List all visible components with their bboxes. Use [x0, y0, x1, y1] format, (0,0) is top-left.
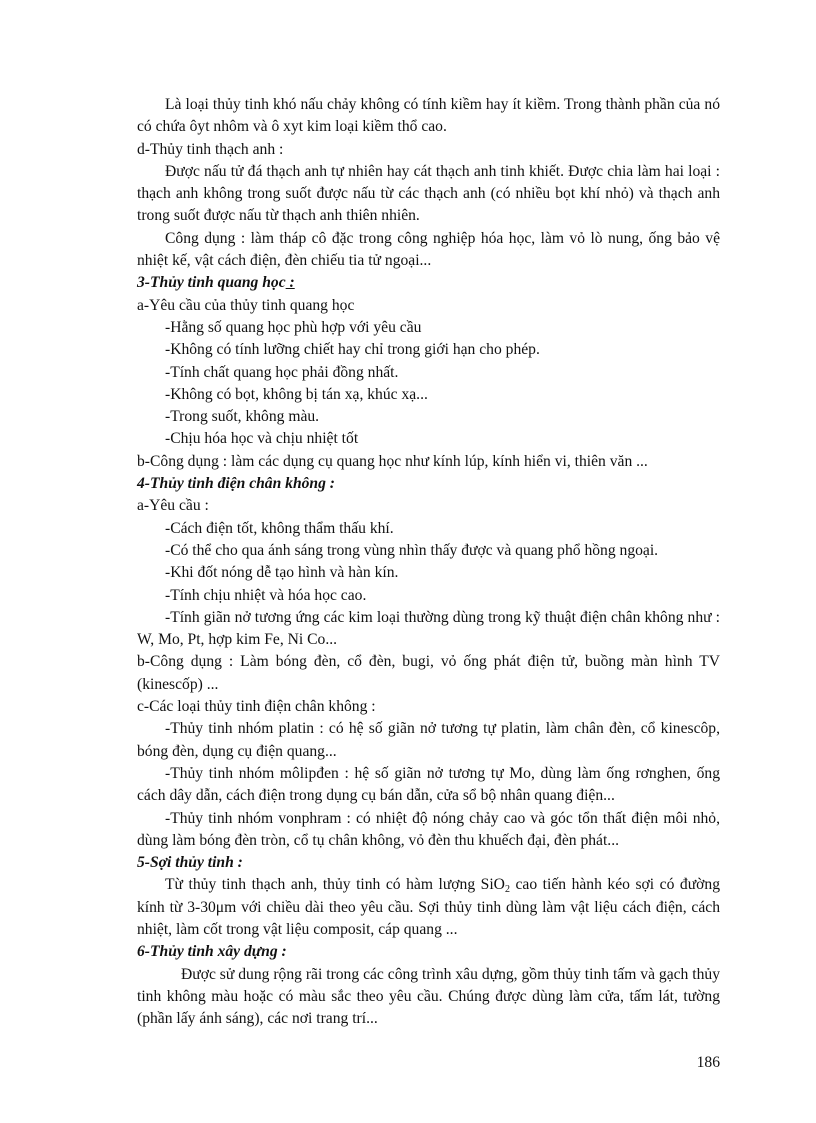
list-item: -Chịu hóa học và chịu nhiệt tốt [165, 430, 359, 448]
paragraph: Được nấu tử đá thạch anh tự nhiên hay cát thạch anh tinh khiết. Được chia làm hai loại : thạch anh không trong suốt được nấu từ các thạch anh (có nhiều bọt khí nhỏ) và thạch anh trong suốt được nấu từ thạch anh thiên nhiên. [137, 162, 720, 225]
list-item: -Tính chất quang học phải đồng nhất. [165, 363, 399, 381]
paragraph: Được sử dung rộng rãi trong các công trình xâu dựng, gồm thủy tinh tấm và gạch thủy tinh không màu hoặc có màu sắc theo yêu cầu. Chúng được dùng làm cửa, tấm lát, tường (phần lấy ánh sáng), các nơi trang trí... [137, 965, 720, 1028]
section-heading-3 [137, 272, 720, 294]
paragraph-text: cao tiến hành kéo sợi có đường kính từ 3-30μm với chiều dài theo yêu cầu. Sợi thủy tinh dùng làm vật liệu cách điện, cách nhiệt, làm cốt trong vật liệu composit, cáp quang ... [137, 876, 720, 938]
list-item: -Có thể cho qua ánh sáng trong vùng nhìn thấy được và quang phổ hồng ngoại. [165, 541, 659, 559]
list-item: -Hằng số quang học phù hợp với yêu cầu [165, 318, 422, 336]
list-item: -Không có tính lưỡng chiết hay chỉ trong giới hạn cho phép. [165, 341, 540, 359]
document-body [137, 94, 720, 1030]
section-heading-3-colon: : [285, 274, 295, 292]
section-heading-5: 5-Sợi thủy tinh : [137, 854, 243, 872]
list-item: -Trong suốt, không màu. [165, 408, 320, 426]
page-number: 186 [696, 1054, 720, 1071]
section-heading-3-text: 3-Thủy tinh quang học [137, 274, 286, 292]
subsection-title: d-Thủy tinh thạch anh : [137, 140, 284, 158]
list-item: -Không có bọt, không bị tán xạ, khúc xạ... [165, 385, 428, 403]
paragraph: Là loại thủy tinh khó nấu chảy không có tính kiềm hay ít kiềm. Trong thành phần của nó có chứa ôyt nhôm và ô xyt kim loại kiềm thổ cao. [137, 96, 720, 136]
paragraph: Công dụng : làm tháp cô đặc trong công nghiệp hóa học, làm vỏ lò nung, ống bảo vệ nhiệt kế, vật cách điện, đèn chiếu tia tử ngoại... [137, 229, 720, 270]
list-item: -Tính giãn nở tương ứng các kim loại thường dùng trong kỹ thuật điện chân không như : W, Mo, Pt, hợp kim Fe, Ni Co... [137, 608, 720, 649]
subsection-title: c-Các loại thủy tinh điện chân không : [137, 698, 376, 716]
subsection-title: a-Yêu cầu : [137, 497, 209, 515]
paragraph: -Thủy tinh nhóm platin : có hệ số giãn nở tương tự platin, làm chân đèn, cổ kinescôp, bóng đèn, dụng cụ điện quang... [137, 720, 720, 760]
list-item: -Tính chịu nhiệt và hóa học cao. [165, 586, 367, 604]
subscript: 2 [504, 884, 510, 896]
paragraph: b-Công dụng : Làm bóng đèn, cổ đèn, bugi, vỏ ống phát điện tử, buồng màn hình TV (kinescốp) ... [137, 653, 720, 693]
list-item: -Khi đốt nóng dễ tạo hình và hàn kín. [165, 564, 399, 582]
section-heading-4: 4-Thủy tinh điện chân không : [137, 475, 335, 493]
paragraph: -Thủy tinh nhóm môlipđen : hệ số giãn nở tương tự Mo, dùng làm ống rơnghen, ống cách dây dẫn, cách điện trong dụng cụ bán dẫn, cửa sổ bộ nhân quang điện... [137, 764, 720, 805]
paragraph [137, 874, 720, 941]
subsection-title: a-Yêu cầu của thủy tinh quang học [137, 296, 355, 314]
paragraph: b-Công dụng : làm các dụng cụ quang học như kính lúp, kính hiển vi, thiên văn ... [137, 452, 648, 470]
list-item: -Cách điện tốt, không thẩm thấu khí. [165, 519, 394, 537]
section-heading-6: 6-Thủy tinh xây dựng : [137, 943, 287, 961]
paragraph: -Thủy tinh nhóm vonphram : có nhiệt độ nóng chảy cao và góc tổn thất điện môi nhỏ, dùng làm bóng đèn tròn, cổ tụ chân không, vỏ đèn thu khuếch đại, đèn phát... [137, 809, 720, 849]
paragraph-text: Từ thủy tinh thạch anh, thủy tinh có hàm lượng SiO [165, 876, 505, 894]
